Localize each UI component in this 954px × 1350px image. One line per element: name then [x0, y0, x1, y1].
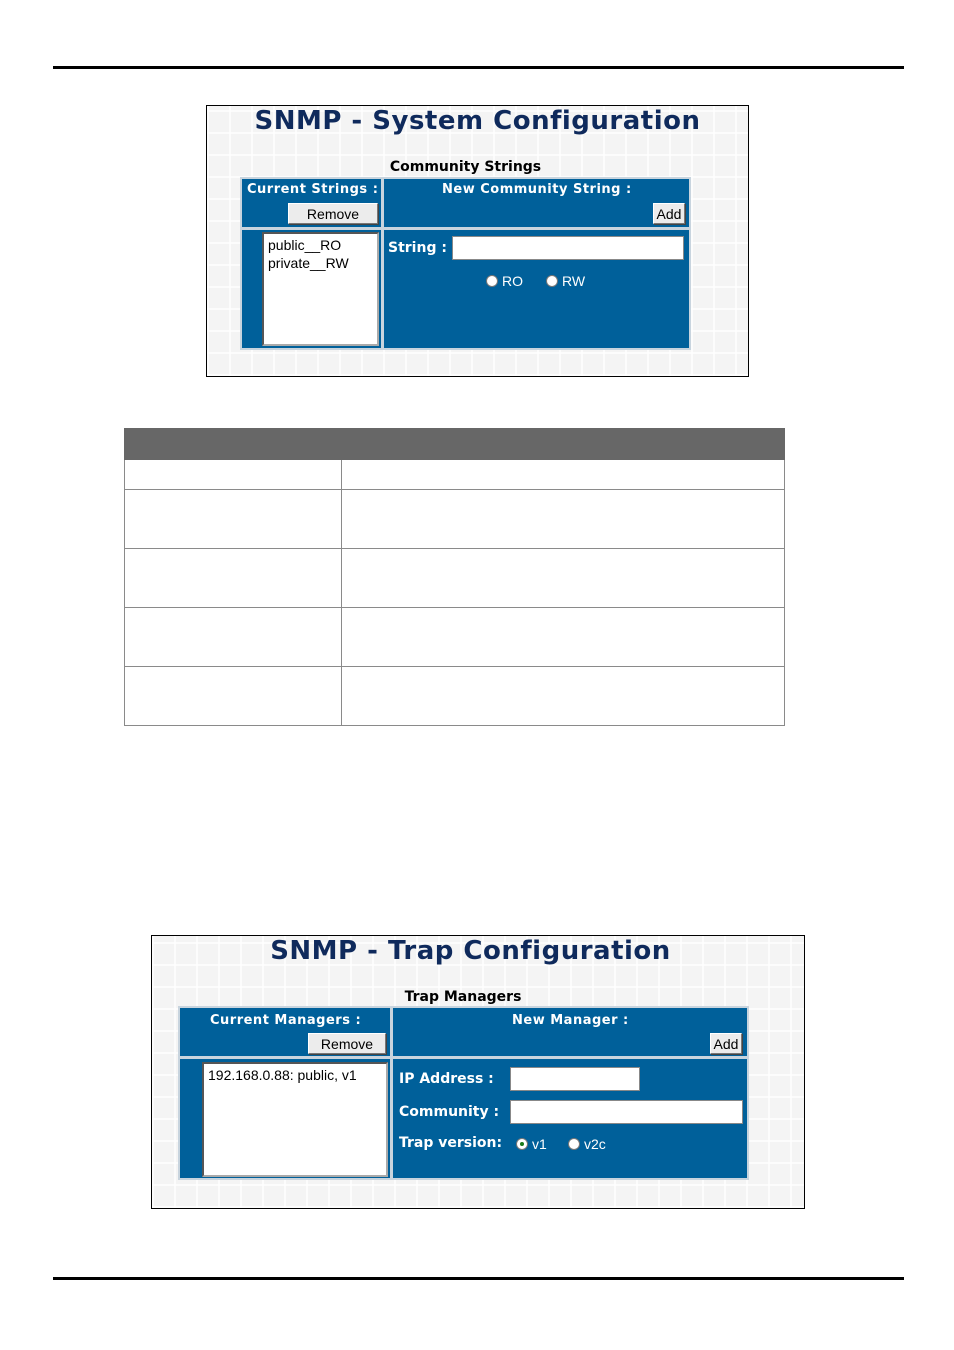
new-manager-form-cell: [391, 1057, 749, 1180]
v2c-radio[interactable]: [568, 1138, 580, 1150]
table-row: [125, 549, 785, 608]
managers-list-cell: [178, 1057, 392, 1180]
table-cell: [125, 490, 342, 549]
v1-option[interactable]: [516, 1136, 547, 1152]
new-string-form-cell: [382, 228, 691, 350]
trap-config-title: SNMP - Trap Configuration: [270, 936, 671, 966]
trap-version-label: Trap version:: [399, 1135, 503, 1151]
community-strings-label: Community Strings: [389, 159, 542, 175]
rw-radio[interactable]: [546, 275, 558, 287]
table-row: [125, 608, 785, 667]
strings-list-cell: [240, 228, 383, 350]
list-item[interactable]: 192.168.0.88: public, v1: [208, 1067, 357, 1083]
list-item[interactable]: private__RW: [268, 255, 349, 271]
trap-config-panel: [151, 935, 805, 1209]
string-input[interactable]: [452, 236, 684, 260]
add-manager-button[interactable]: Add: [710, 1033, 742, 1054]
current-managers-header: Current Managers :: [210, 1013, 362, 1028]
v1-radio[interactable]: [516, 1138, 528, 1150]
new-manager-header: New Manager :: [512, 1013, 629, 1028]
table-cell: [125, 460, 342, 490]
community-label: Community :: [399, 1104, 500, 1120]
current-strings-header: Current Strings :: [247, 182, 379, 197]
table-cell: [342, 608, 785, 667]
current-strings-header-cell: [240, 177, 383, 229]
table-cell: [342, 460, 785, 490]
table-row: [125, 460, 785, 490]
system-config-title: SNMP - System Configuration: [254, 106, 701, 136]
community-strings-list[interactable]: [262, 232, 379, 346]
v2c-radio-label: v2c: [584, 1136, 606, 1152]
new-community-string-header: New Community String :: [442, 182, 632, 197]
new-manager-header-cell: [391, 1006, 749, 1058]
remove-string-button[interactable]: Remove: [288, 203, 378, 224]
trap-managers-list[interactable]: [202, 1062, 388, 1177]
add-string-button[interactable]: Add: [653, 203, 685, 224]
string-label: String :: [388, 240, 447, 256]
v1-radio-label: v1: [532, 1136, 547, 1152]
table-row: [125, 667, 785, 726]
table-cell: [125, 549, 342, 608]
table-cell: [125, 667, 342, 726]
table-cell: [342, 667, 785, 726]
rw-radio-label: RW: [562, 273, 586, 289]
top-rule: [53, 66, 904, 69]
table-header-cell: [125, 429, 342, 460]
ro-radio[interactable]: [486, 275, 498, 287]
description-table: [124, 428, 785, 726]
bottom-rule: [53, 1277, 904, 1280]
community-input[interactable]: [510, 1100, 743, 1124]
table-header-cell: [342, 429, 785, 460]
list-item[interactable]: public__RO: [268, 237, 342, 253]
ip-address-label: IP Address :: [399, 1071, 494, 1087]
rw-option[interactable]: [546, 273, 585, 289]
ro-option[interactable]: [486, 273, 523, 289]
current-managers-header-cell: [178, 1006, 392, 1058]
table-header-row: [125, 429, 785, 460]
trap-managers-label: Trap Managers: [404, 989, 522, 1005]
table-cell: [125, 608, 342, 667]
ip-address-input[interactable]: [510, 1067, 640, 1091]
remove-manager-button[interactable]: Remove: [308, 1033, 386, 1054]
table-cell: [342, 549, 785, 608]
system-config-panel: [206, 105, 749, 377]
v2c-option[interactable]: [568, 1136, 606, 1152]
new-string-header-cell: [382, 177, 691, 229]
table-row: [125, 490, 785, 549]
table-cell: [342, 490, 785, 549]
ro-radio-label: RO: [502, 273, 523, 289]
